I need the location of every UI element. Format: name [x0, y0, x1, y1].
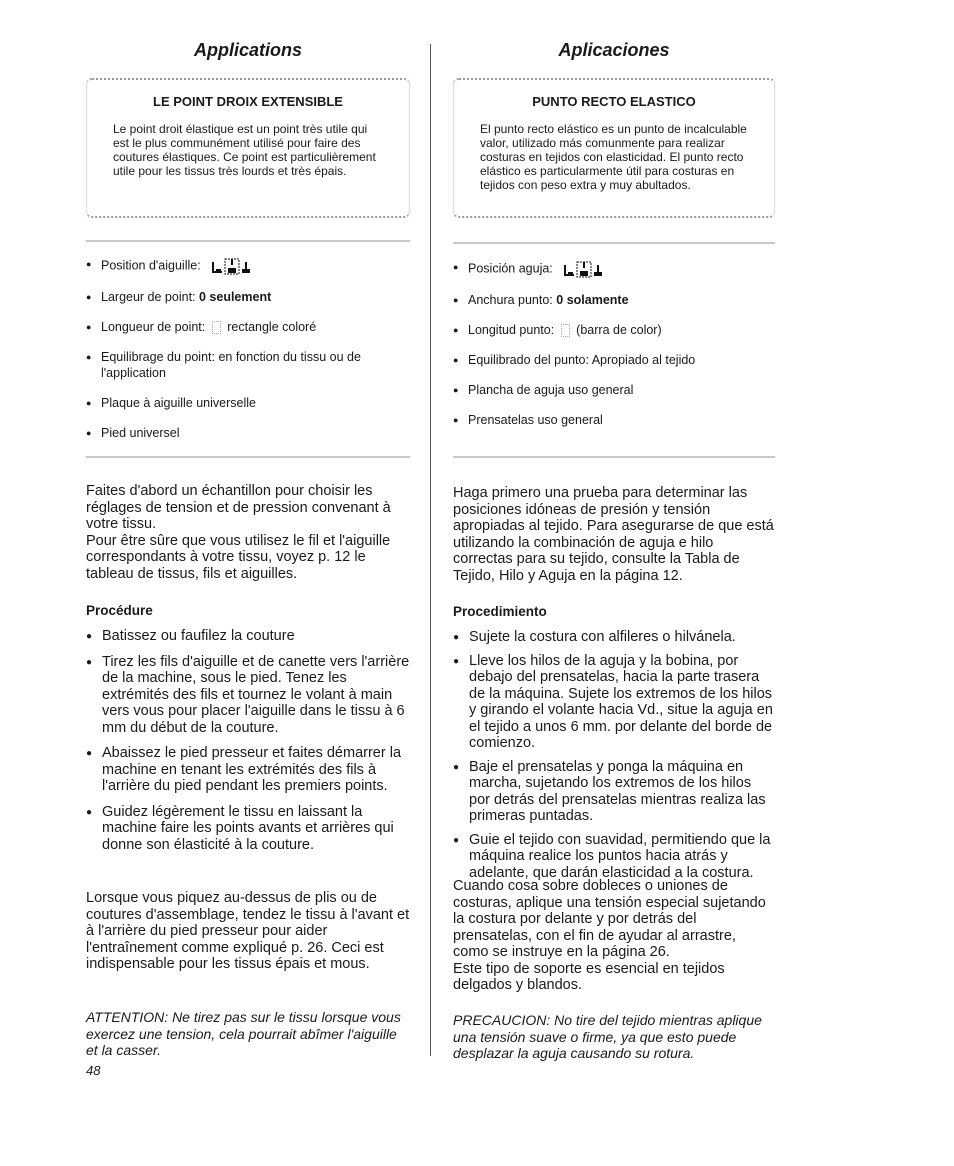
needle-position-label: Posición aguja:	[468, 261, 553, 276]
procedure-title: Procédure	[86, 603, 153, 618]
list-item	[453, 259, 775, 279]
box-text: El punto recto elástico es un punto de incalculable valor, utilizado más comunmente para realizar costuras en tejidos con elasticidad. El punto recto elástico es particularmente útil para costuras en tejidos con peso extra y muy abultados.	[480, 122, 747, 192]
width-label: Largeur de point:	[101, 290, 199, 304]
procedure-title: Procedimiento	[453, 604, 547, 619]
intro-box	[86, 78, 410, 218]
length-value: (barra de color)	[576, 323, 662, 337]
length-label: Longueur de point:	[101, 320, 206, 334]
length-label: Longitud punto:	[468, 323, 555, 337]
color-bar-icon	[212, 321, 221, 334]
list-item: ● Sujete la costura con alfileres o hilvánela.	[453, 629, 775, 646]
list-item	[453, 322, 775, 338]
intro-paragraph: Haga primero una prueba para determinar las posiciones idóneas de presión y tensión apropiadas al tejido. Para asegurarse de que está utilizando la combinación de aguja e hilo correctas para su tejido, consulte la Tabla de Tejido, Hilo y Aguja en la página 12.	[453, 485, 774, 584]
width-value: 0 solamente	[556, 293, 629, 307]
intro-box	[453, 78, 775, 218]
box-title: LE POINT DROIX EXTENSIBLE	[153, 94, 343, 109]
list-item	[453, 292, 775, 308]
list-item: ● Equilibrage du point: en fonction du tissu ou de l'application	[86, 349, 410, 381]
list-item: ● Baje el prensatelas y ponga la máquina en marcha, sujetando los extremos de los hilos por detrás del prensatelas mientras realiza las primeras puntadas.	[453, 759, 775, 825]
intro-paragraph: Faites d'abord un échantillon pour choisir les réglages de tension et de pression convenant à votre tissu. Pour être sûre que vous utilisez le fil et l'aiguille correspondants à votre tissu, voyez p. 12 le tableau de tissus, fils et aiguilles.	[86, 483, 391, 582]
list-item: ● Guie el tejido con suavidad, permitiendo que la máquina realice los puntos hacia atrás y adelante, que darán elasticidad a la costura.	[453, 832, 775, 882]
box-title: PUNTO RECTO ELASTICO	[532, 94, 696, 109]
procedure-steps	[86, 628, 410, 853]
length-value: rectangle coloré	[227, 320, 317, 334]
list-item: ● Plancha de aguja uso general	[453, 382, 775, 398]
procedure-steps	[453, 629, 775, 881]
settings-list	[453, 259, 775, 428]
list-item: ● Equilibrado del punto: Apropiado al tejido	[453, 352, 775, 368]
color-bar-icon	[561, 324, 570, 337]
width-label: Anchura punto:	[468, 293, 557, 307]
list-item	[86, 256, 410, 276]
list-item: ● Tirez les fils d'aiguille et de canette vers l'arrière de la machine, sous le pied. Tenez les extrémités des fils et tournez le volant à main vers vous pour placer l'aiguille dans le tissu à 6 mm du début de la couture.	[86, 654, 410, 737]
box-text: Le point droit élastique est un point très utile qui est le plus communément utilisé pour faire des coutures élastiques. Ce point est particulièrement utile pour les tissus très lourds et très épais.	[113, 122, 376, 178]
settings-list	[86, 256, 410, 441]
divider-rule	[86, 456, 410, 458]
list-item: ● Prensatelas uso general	[453, 412, 775, 428]
needle-position-icon	[210, 256, 254, 276]
divider-rule	[453, 456, 775, 458]
list-item: ● Plaque à aiguille universelle	[86, 395, 410, 411]
list-item: ● Batissez ou faufilez la couture	[86, 628, 410, 645]
page-heading: Aplicaciones	[558, 40, 670, 60]
warning-text: PRECAUCION: No tire del tejido mientras aplique una tensión suave o firme, ya que esto puede desplazar la aguja causando su rotura.	[453, 1012, 762, 1061]
note-paragraph: Cuando cosa sobre dobleces o uniones de costuras, aplique una tensión especial sujetando la costura por delante y por detrás del prensatelas, con el fin de ayudar al arrastre, como se instruye en la página 26. Este tipo de soporte es esencial en tejidos delgados y blandos.	[453, 878, 766, 993]
note-paragraph: Lorsque vous piquez au-dessus de plis ou de coutures d'assemblage, tendez le tissu à l'avant et à l'arrière du pied presseur pour aider l'entraînement comme expliqué p. 26. Ceci est indispensable pour les tissus épais et mous.	[86, 890, 410, 972]
page-heading: Applications	[193, 40, 302, 60]
list-item: ● Guidez légèrement le tissu en laissant la machine faire les points avants et arrières qui donne son élasticité à la couture.	[86, 804, 410, 854]
needle-position-icon	[562, 259, 606, 279]
warning-text: ATTENTION: Ne tirez pas sur le tissu lorsque vous exercez une tension, cela pourrait abîmer l'aiguille et la casser.	[86, 1009, 401, 1058]
page-number: 48	[86, 1063, 101, 1078]
list-item: ● Pied universel	[86, 425, 410, 441]
divider-rule	[86, 240, 410, 242]
column-divider	[430, 44, 431, 1056]
width-value: 0 seulement	[199, 290, 272, 304]
needle-position-label: Position d'aiguille:	[101, 258, 201, 273]
list-item	[86, 319, 410, 335]
divider-rule	[453, 242, 775, 244]
list-item: ● Abaissez le pied presseur et faites démarrer la machine en tenant les extrémités des fils à l'arrière du pied pendant les premiers points.	[86, 745, 410, 795]
list-item: ● Lleve los hilos de la aguja y la bobina, por debajo del prensatelas, hacia la parte trasera de la máquina. Sujete los extremos de los hilos y girando el volante hacia Vd., situe la aguja en el tejido a unos 6 mm. por delante del borde de comienzo.	[453, 653, 775, 752]
list-item	[86, 289, 410, 305]
